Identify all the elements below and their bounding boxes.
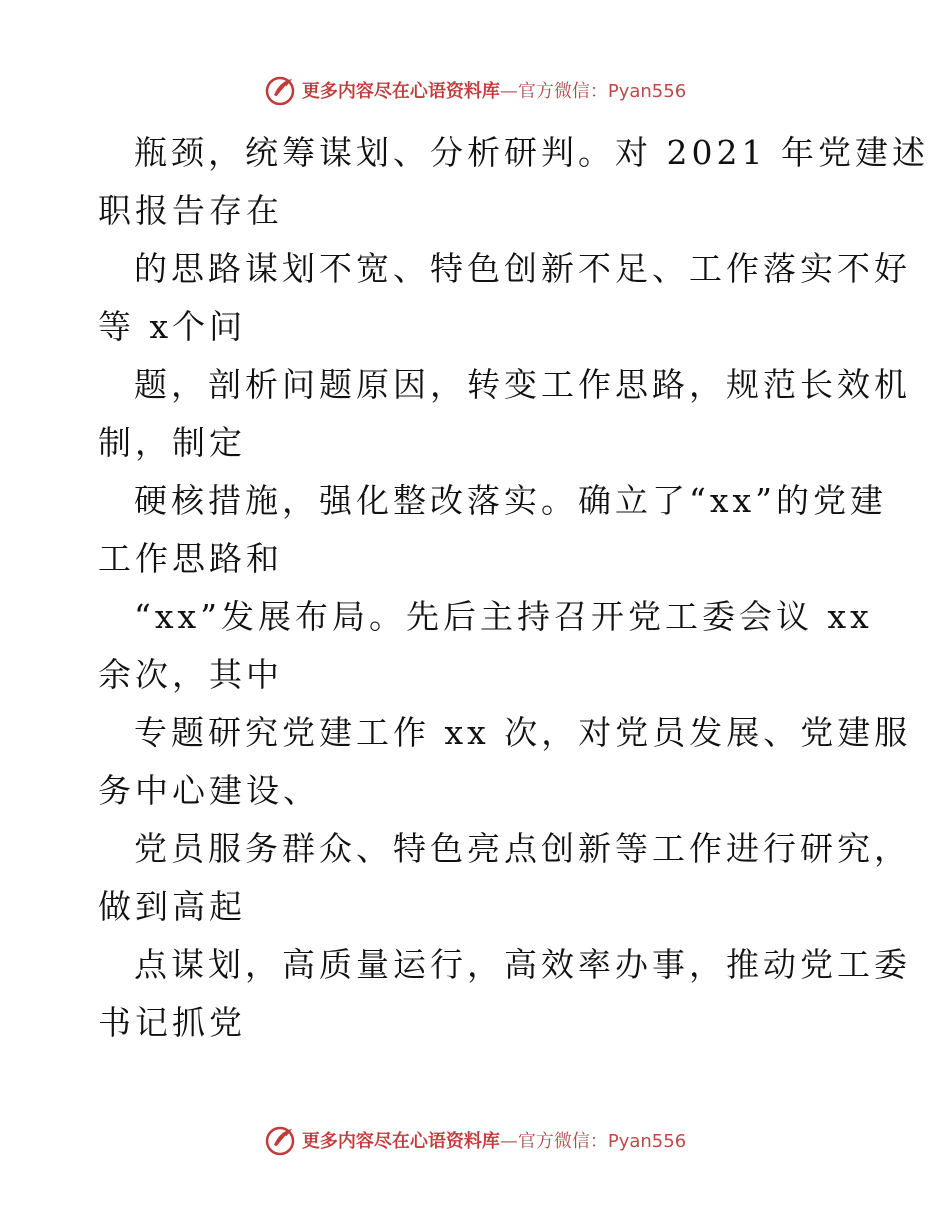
watermark-separator: — [499, 81, 518, 102]
paragraph-2 [98, 240, 911, 356]
paragraph-4 [98, 472, 887, 588]
paragraph-6 [98, 704, 912, 820]
paragraph-line: 等 x个问 [98, 307, 247, 346]
paragraph-line: 务中心建设、 [98, 771, 320, 810]
paragraph-7 [98, 820, 911, 936]
paragraph-1 [98, 124, 929, 240]
paragraph-line: 党员服务群众、特色亮点创新等工作进行研究， [134, 829, 911, 868]
footer-watermark [0, 1120, 950, 1160]
paragraph-line: 职报告存在 [98, 191, 283, 230]
paragraph-line: 制，制定 [98, 423, 246, 462]
watermark-text [302, 77, 686, 103]
watermark-label: 官方微信： [517, 1131, 608, 1152]
watermark-id: Pyan556 [607, 81, 687, 102]
watermark-text [302, 1127, 686, 1153]
paragraph-3 [98, 356, 911, 472]
paragraph-line: 余次，其中 [98, 655, 283, 694]
paragraph-line: 硬核措施，强化整改落实。确立了“xx”的党建 [134, 481, 887, 520]
document-body [98, 124, 929, 1052]
paragraph-5 [98, 588, 873, 704]
paragraph-line: 点谋划，高质量运行，高效率办事，推动党工委 [134, 945, 911, 984]
watermark-site: 更多内容尽在心语资料库 [301, 1131, 500, 1152]
watermark-id: Pyan556 [607, 1131, 687, 1152]
paragraph-line: 专题研究党建工作 xx 次，对党员发展、党建服 [134, 713, 912, 752]
watermark-logo-icon [264, 1123, 298, 1157]
paragraph-line: 瓶颈，统筹谋划、分析研判。对 2021 年党建述 [134, 133, 929, 172]
header-watermark [0, 70, 950, 110]
paragraph-line: 书记抓党 [98, 1003, 246, 1042]
paragraph-line: 做到高起 [98, 887, 246, 926]
watermark-label: 官方微信： [517, 81, 608, 102]
watermark-site: 更多内容尽在心语资料库 [301, 81, 500, 102]
watermark-logo-icon [264, 73, 298, 107]
paragraph-line: 题，剖析问题原因，转变工作思路，规范长效机 [134, 365, 911, 404]
paragraph-line: 的思路谋划不宽、特色创新不足、工作落实不好 [134, 249, 911, 288]
paragraph-8 [98, 936, 911, 1052]
watermark-separator: — [499, 1131, 518, 1152]
paragraph-line: “xx”发展布局。先后主持召开党工委会议 xx [134, 597, 873, 636]
paragraph-line: 工作思路和 [98, 539, 283, 578]
